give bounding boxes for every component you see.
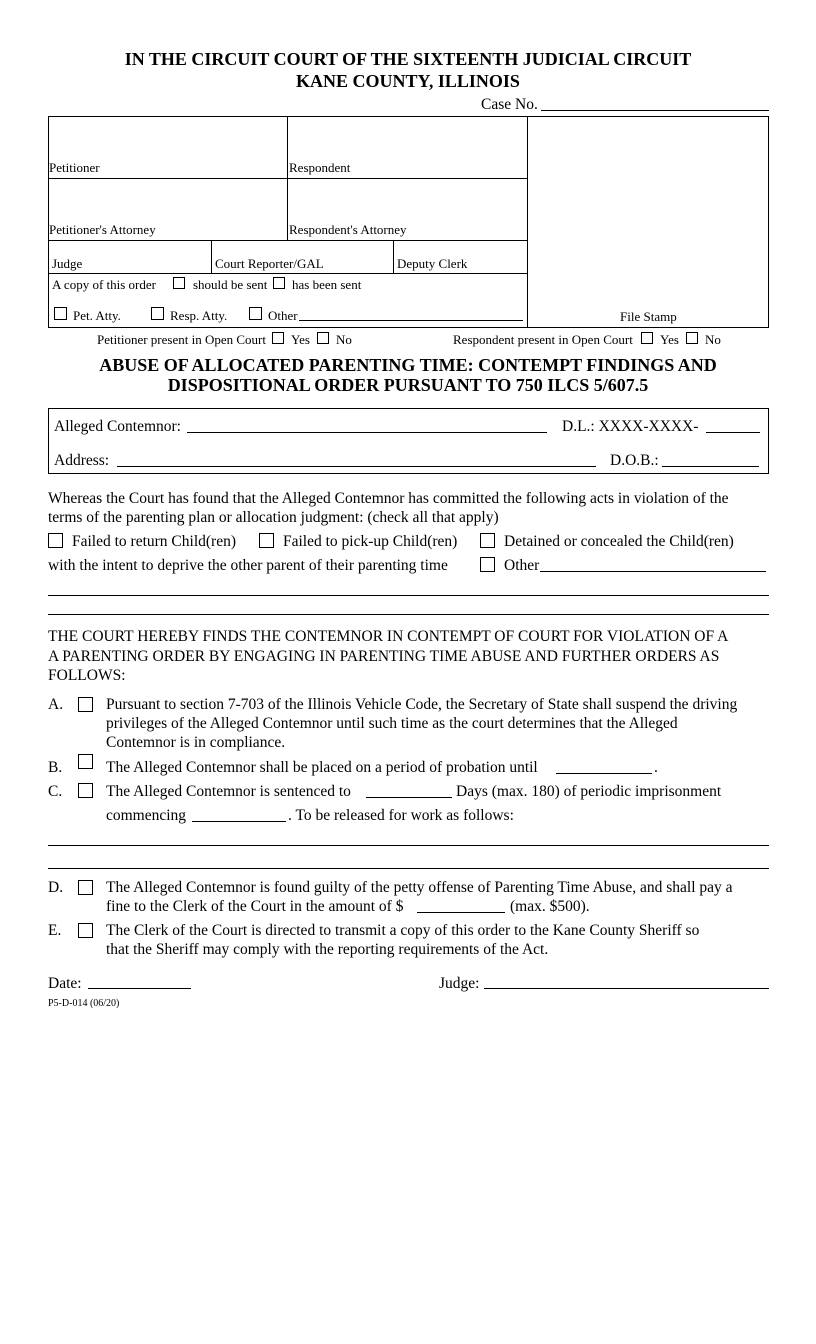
order-b-letter: B. — [48, 759, 63, 776]
order-d-letter: D. — [48, 879, 64, 896]
order-e-line1: The Clerk of the Court is directed to transmit a copy of this order to the Kane County Sheriff so — [106, 922, 700, 939]
petitioner-yes-label: Yes — [291, 332, 310, 347]
failed-return-label: Failed to return Child(ren) — [72, 533, 236, 550]
order-a-line1: Pursuant to section 7-703 of the Illinois Vehicle Code, the Secretary of State shall suspend the driving — [106, 696, 738, 713]
other-act-checkbox[interactable] — [480, 557, 495, 572]
commencing-date-field[interactable] — [192, 821, 286, 822]
fine-amount-field[interactable] — [417, 912, 505, 913]
resp-atty-label: Resp. Atty. — [170, 308, 228, 323]
order-c-commencing: commencing — [106, 807, 187, 824]
case-no-label: Case No. — [481, 96, 538, 113]
order-c-checkbox[interactable] — [78, 783, 93, 798]
judge-signature-label: Judge: — [439, 975, 480, 992]
address-label: Address: — [54, 452, 110, 469]
file-stamp-label: File Stamp — [620, 309, 677, 324]
court-reporter-label: Court Reporter/GAL — [215, 256, 324, 271]
form-code: P5-D-014 (06/20) — [48, 998, 120, 1009]
petitioner-no-label: No — [336, 332, 352, 347]
order-d-line2b: (max. $500). — [510, 898, 590, 915]
dob-field[interactable] — [662, 466, 759, 467]
work-release-line-2[interactable] — [48, 868, 769, 869]
order-c-released: . To be released for work as follows: — [288, 807, 514, 824]
petitioner-present-label: Petitioner present in Open Court — [97, 332, 266, 347]
order-e-letter: E. — [48, 922, 62, 939]
order-c-text2: Days (max. 180) of periodic imprisonment — [456, 783, 722, 800]
order-b-checkbox[interactable] — [78, 754, 93, 769]
order-d-checkbox[interactable] — [78, 880, 93, 895]
respondent-present-no-checkbox[interactable] — [686, 332, 698, 344]
order-e-line2: that the Sheriff may comply with the reporting requirements of the Act. — [106, 941, 549, 958]
respondent-present-label: Respondent present in Open Court — [453, 332, 633, 347]
judge-signature-field[interactable] — [484, 988, 769, 989]
other-copy-checkbox[interactable] — [249, 307, 262, 320]
order-a-letter: A. — [48, 696, 64, 713]
alleged-contemnor-label: Alleged Contemnor: — [54, 418, 181, 435]
dob-label: D.O.B.: — [610, 452, 659, 469]
detained-label: Detained or concealed the Child(ren) — [504, 533, 734, 550]
order-d-line1: The Alleged Contemnor is found guilty of the petty offense of Parenting Time Abuse, and shall pay a — [106, 879, 733, 896]
order-e-checkbox[interactable] — [78, 923, 93, 938]
date-field[interactable] — [88, 988, 191, 989]
judge-label: Judge — [52, 256, 83, 271]
intent-text: with the intent to deprive the other parent of their parenting time — [48, 557, 448, 574]
pet-atty-checkbox[interactable] — [54, 307, 67, 320]
should-be-sent-checkbox[interactable] — [173, 277, 185, 289]
failed-return-checkbox[interactable] — [48, 533, 63, 548]
order-c-text1: The Alleged Contemnor is sentenced to — [106, 783, 351, 800]
respondent-no-label: No — [705, 332, 721, 347]
detained-checkbox[interactable] — [480, 533, 495, 548]
court-heading: IN THE CIRCUIT COURT OF THE SIXTEENTH JUDICIAL CIRCUIT — [124, 49, 692, 69]
whereas-line2: terms of the parenting plan or allocation judgment: (check all that apply) — [48, 509, 499, 526]
has-been-sent-checkbox[interactable] — [273, 277, 285, 289]
findings-line-2[interactable] — [48, 614, 769, 615]
other-copy-label: Other — [268, 308, 298, 323]
has-been-sent-label: has been sent — [292, 277, 362, 292]
order-a-line2: privileges of the Alleged Contemnor until such time as the court determines that the Alleged — [106, 715, 678, 732]
document-title-line1: ABUSE OF ALLOCATED PARENTING TIME: CONTEMPT FINDINGS AND — [99, 355, 717, 375]
petitioner-label: Petitioner — [49, 160, 100, 175]
petitioner-present-yes-checkbox[interactable] — [272, 332, 284, 344]
court-finds-line1: THE COURT HEREBY FINDS THE CONTEMNOR IN CONTEMPT OF COURT FOR VIOLATION OF A — [48, 628, 729, 645]
order-a-checkbox[interactable] — [78, 697, 93, 712]
deputy-clerk-label: Deputy Clerk — [397, 256, 468, 271]
order-a-line3: Contemnor is in compliance. — [106, 734, 286, 751]
document-title-line2: DISPOSITIONAL ORDER PURSUANT TO 750 ILCS 5/607.5 — [167, 375, 649, 395]
sentence-days-field[interactable] — [366, 797, 452, 798]
failed-pickup-checkbox[interactable] — [259, 533, 274, 548]
respondent-present-yes-checkbox[interactable] — [641, 332, 653, 344]
whereas-line1: Whereas the Court has found that the Alleged Contemnor has committed the following acts in violation of the — [48, 490, 729, 507]
petitioner-attorney-label: Petitioner's Attorney — [49, 222, 156, 237]
order-c-letter: C. — [48, 783, 63, 800]
court-finds-line2: A PARENTING ORDER BY ENGAGING IN PARENTING TIME ABUSE AND FURTHER ORDERS AS — [48, 648, 720, 665]
county-heading: KANE COUNTY, ILLINOIS — [296, 71, 520, 91]
caption-table — [48, 116, 769, 328]
copy-of-order-label: A copy of this order — [52, 277, 156, 292]
respondent-attorney-label: Respondent's Attorney — [289, 222, 407, 237]
other-copy-field[interactable] — [299, 320, 523, 321]
order-b-period: . — [654, 759, 658, 776]
pet-atty-label: Pet. Atty. — [73, 308, 121, 323]
probation-until-field[interactable] — [556, 773, 652, 774]
case-no-field[interactable] — [541, 110, 769, 111]
petitioner-present-no-checkbox[interactable] — [317, 332, 329, 344]
date-label: Date: — [48, 975, 82, 992]
resp-atty-checkbox[interactable] — [151, 307, 164, 320]
order-b-text: The Alleged Contemnor shall be placed on a period of probation until — [106, 759, 538, 776]
should-be-sent-label: should be sent — [193, 277, 268, 292]
dl-label: D.L.: XXXX-XXXX- — [562, 418, 699, 435]
failed-pickup-label: Failed to pick-up Child(ren) — [283, 533, 458, 550]
other-act-label: Other — [504, 557, 540, 574]
dl-field[interactable] — [706, 432, 760, 433]
findings-line-1[interactable] — [48, 595, 769, 596]
alleged-contemnor-field[interactable] — [187, 432, 547, 433]
order-d-line2a: fine to the Clerk of the Court in the amount of $ — [106, 898, 404, 915]
address-field[interactable] — [117, 466, 596, 467]
respondent-yes-label: Yes — [660, 332, 679, 347]
respondent-label: Respondent — [289, 160, 351, 175]
work-release-line-1[interactable] — [48, 845, 769, 846]
court-finds-line3: FOLLOWS: — [48, 667, 126, 684]
other-act-field[interactable] — [540, 571, 766, 572]
